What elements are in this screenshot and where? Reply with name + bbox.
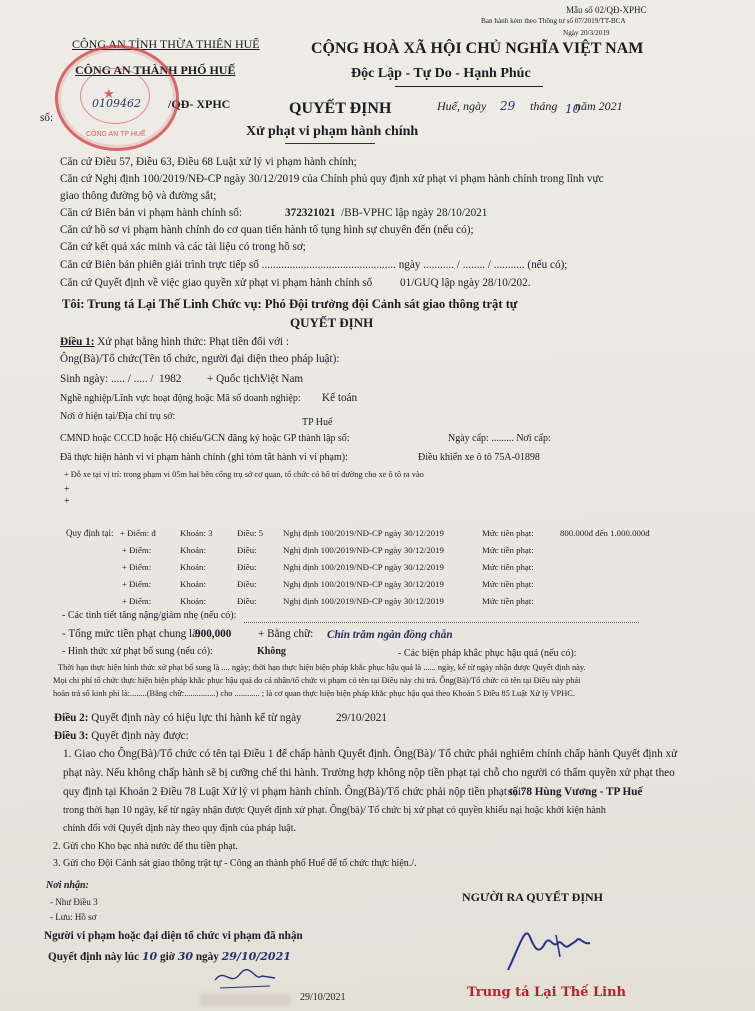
violation-label: Đã thực hiện hành vi vi phạm hành chính (ghi tóm tắt hành vi vi phạm): [60,452,348,463]
received-line: Quyết định này lúc [48,951,140,963]
basis-line5: Căn cứ kết quả xác minh và các tài liệu có trong hồ sơ; [60,241,306,253]
reg-khoan: Khoản: [180,579,206,589]
date-month-label: tháng [530,99,558,113]
id-label: CMND hoặc CCCD hoặc Hộ chiếu/GCN đăng ký hoặc GP thành lập số: [60,433,350,444]
reg-khoan: Khoản: [180,562,206,572]
issuer-label: NGƯỜI RA QUYẾT ĐỊNH [462,890,604,904]
reg-diem: + Điểm: đ [120,528,156,538]
reg-khoan: Khoản: [180,596,206,606]
received-minute: 30 [177,950,194,963]
reg-dieu: Điều: [237,562,257,572]
reg-fine-label: Mức tiền phạt: [482,545,534,555]
date-day: 29 [500,99,516,113]
date-month: 10 [565,102,581,116]
recipients-label: Nơi nhận: [46,880,89,891]
reg-dieu: Điều: 5 [237,528,264,538]
additional-value: Không [257,646,286,657]
penalty-note2: Mọi chi phí tổ chức thực hiện biện pháp khắc phục hậu quả do cá nhân/tổ chức vi phạm có tên tại Điều này chi trả. Ông(Bà)/Tổ chức có tên tại Điều này phải [53,676,581,685]
fine-words-label: + Bằng chữ: [258,628,314,640]
recipient-1: - Như Điều 3 [50,897,98,907]
bottom-date: 29/10/2021 [300,992,346,1003]
reg-fine-label: Mức tiền phạt: [482,579,534,589]
doc-number-label: số: [40,112,54,124]
received-hour-label: giờ [160,951,175,963]
basis-line3-label: Căn cứ Biên bản vi phạm hành chính số: [60,207,242,219]
agency-stamp-image: ★ CÔNG AN TP HUẾ [55,45,179,151]
total-fine-value: 900,000 [195,628,232,640]
reg-decree: Nghị định 100/2019/NĐ-CP ngày 30/12/2019 [283,579,444,589]
document-title: QUYẾT ĐỊNH [289,100,392,117]
article3-text: Quyết định này được: [88,730,189,742]
republic-motto: Độc Lập - Tự Do - Hạnh Phúc [351,66,531,81]
basis-line3-rest: /BB-VPHC lập ngày 28/10/2021 [341,207,488,219]
violator-signature-image [210,962,280,992]
violation-summary: Điều khiển xe ô tô 75A-01898 [418,452,540,463]
received-day-label: ngày [195,951,219,963]
article3-p6: 2. Gửi cho Kho bạc nhà nước để thu tiền phạt. [53,841,238,852]
article3-p3: quy định tại Khoản 2 Điều 78 Luật Xử lý vi phạm hành chính. Ông(Bà)/Tổ chức phải nộp tiền phạt tại: [63,786,525,798]
article1-heading: Điều 1: [60,336,95,348]
issuer-signature-image [500,915,610,985]
basis-line1: Căn cứ Điều 57, Điều 63, Điều 68 Luật xử lý vi phạm hành chính; [60,156,357,168]
additional-label: - Hình thức xử phạt bổ sung (nếu có): [62,646,213,657]
reg-diem: + Điểm: [122,562,152,572]
penalty-note1: Thời hạn thực hiện hình thức xử phạt bổ sung là .... ngày; thời hạn thực hiện biện pháp khắc phục hậu quả là ...... ngày, kể từ ngày nhận được Quyết định này. [58,663,586,672]
effective-date: 29/10/2021 [336,712,387,724]
reg-khoan: Khoản: [180,545,206,555]
reg-dieu: Điều: [237,596,257,606]
remedy-label: - Các biện pháp khắc phục hậu quả (nếu có): [398,648,577,659]
article1-heading-rest: Xử phạt bằng hình thức: Phạt tiền đối với : [94,336,290,348]
nationality-value: Việt Nam [260,373,304,385]
occupation-label: Nghề nghiệp/Lĩnh vực hoạt động hoặc Mã số doanh nghiệp: [60,393,301,404]
circumstances-label: - Các tình tiết tăng nặng/giảm nhẹ (nếu có): [62,610,237,621]
article3-p1: 1. Giao cho Ông(Bà)/Tổ chức có tên tại Điều 1 để chấp hành Quyết định. Ông(Bà)/ Tổ chức phải nghiêm chỉnh chấp hành Quyết định xử [63,748,678,760]
form-issued-date: Ngày 20/3/2019 [563,29,610,37]
payment-place: số 78 Hùng Vương - TP Huế [508,786,643,798]
reg-dieu: Điều: [237,545,257,555]
dob-label: Sinh ngày: ..... / ..... / [60,373,154,385]
basis-line2a: Căn cứ Nghị định 100/2019/NĐ-CP ngày 30/12/2019 của Chính phủ quy định xử phạt vi phạm hành chính trong lĩnh vực [60,173,604,185]
reg-diem: + Điểm: [122,596,152,606]
basis-line2b: giao thông đường bộ và đường sắt; [60,190,217,202]
reg-diem: + Điểm: [122,579,152,589]
basis-line4: Căn cứ hồ sơ vi phạm hành chính do cơ quan tiến hành tố tụng hình sự chuyển đến (nếu có); [60,224,474,236]
basis-report-number: 372321021 [285,207,336,219]
basis-line6: Căn cứ Biên bản phiên giải trình trực tiếp số ................................................ ngày ........... / ........ / ........... (nếu có); [60,259,568,271]
reg-diem: + Điểm: [122,545,152,555]
star-icon: ★ [103,86,115,101]
reg-decree: Nghị định 100/2019/NĐ-CP ngày 30/12/2019 [283,596,444,606]
address-value: TP Huế [302,417,333,428]
subject-line: Ông(Bà)/Tổ chức(Tên tổ chức, người đại diện theo pháp luật): [60,353,340,365]
penalty-note3: hoàn trả số kinh phí là:........(Bằng chữ:...............) cho ............ ; là cơ quan thực hiện biện pháp khắc phục hậu quả theo Khoản 5 Điều 85 Luật Xử lý VPHC. [53,689,575,698]
fine-words-value: Chín trăm ngàn đồng chẵn [327,629,453,641]
received-hour: 10 [141,950,158,963]
article3-heading: Điều 3: [54,730,89,742]
form-issued-with: Ban hành kèm theo Thông tư số 07/2019/TT-BCA [481,17,626,25]
occupation-value: Kế toán [322,392,358,404]
reg-fine-label: Mức tiền phạt: [482,562,534,572]
blank-plus-2: + [64,496,70,507]
officer-signature-name: Trung tá Lại Thế Linh [467,985,626,1000]
place-date-prefix: Huế, ngày [437,99,487,113]
received-label: Người vi phạm hoặc đại diện tổ chức vi phạm đã nhận [44,930,303,942]
violation-detail: + Đỗ xe tại vị trí: trong phạm vi 05m hai bên cổng trụ sở cơ quan, tổ chức có bố trí đường cho xe ô tô ra vào [64,470,424,479]
basis-line7-value: 01/GUQ lập ngày 28/10/202. [400,277,531,289]
article2-text: Quyết định này có hiệu lực thi hành kể từ ngày [88,712,302,724]
article3-p5: chính đối với Quyết định này theo quy định của pháp luật. [63,823,297,834]
total-fine-label: - Tổng mức tiền phạt chung là: [62,628,201,640]
blank-plus-1: + [64,484,70,495]
agency-line1: CÔNG AN TỈNH THỪA THIÊN HUẾ [72,37,260,51]
article3-p2: phạt này. Nếu không chấp hành sẽ bị cưỡng chế thi hành. Trường hợp không nộp tiền phạt tại chỗ cho người có thẩm quyền xử phạt theo [63,767,675,779]
officer-line: Tôi: Trung tá Lại Thế Linh Chức vụ: Phó Đội trưởng đội Cảnh sát giao thông trật tự [62,297,518,311]
blurred-area [200,994,290,1006]
nationality-label: + Quốc tịch: [207,373,264,385]
regulations-prefix: Quy định tại: [66,528,114,538]
dob-year: 1982 [159,373,182,385]
doc-number: 0109462 [92,97,141,110]
decision-heading: QUYẾT ĐỊNH [290,315,374,330]
received-date: 29/10/2021 [221,950,291,963]
date-year: năm 2021 [575,99,623,113]
article2-heading: Điều 2: [54,712,89,724]
article3-p4: trong thời hạn 10 ngày, kể từ ngày nhận được Quyết định xử phạt. Ông(bà)/ Tổ chức bị xử phạt có quyền khiếu nại hoặc khởi kiện hành [63,805,606,816]
reg-decree: Nghị định 100/2019/NĐ-CP ngày 30/12/2019 [283,562,444,572]
basis-line7-label: Căn cứ Quyết định về việc giao quyền xử phạt vi phạm hành chính số [60,277,373,289]
address-label: Nơi ở hiện tại/Địa chỉ trụ sở: [60,411,176,422]
reg-dieu: Điều: [237,579,257,589]
republic-name: CỘNG HOÀ XÃ HỘI CHỦ NGHĨA VIỆT NAM [311,40,644,57]
form-code: Mẫu số 02/QĐ-XPHC [566,5,647,15]
id-date-label: Ngày cấp: ......... Nơi cấp: [448,433,551,444]
agency-line2: CÔNG AN THÀNH PHỐ HUẾ [75,63,236,77]
reg-khoan: Khoản: 3 [180,528,213,538]
reg-decree: Nghị định 100/2019/NĐ-CP ngày 30/12/2019 [283,528,444,538]
document-subtitle: Xử phạt vi phạm hành chính [246,124,419,139]
reg-decree: Nghị định 100/2019/NĐ-CP ngày 30/12/2019 [283,545,444,555]
reg-fine-value: 800.000đ đến 1.000.000đ [560,528,650,538]
doc-number-suffix: /QĐ- XPHC [168,97,231,111]
article3-p7: 3. Gửi cho Đội Cảnh sát giao thông trật tự - Công an thành phố Huế để tổ chức thực hiện./. [53,858,417,869]
reg-fine-label: Mức tiền phạt: [482,528,534,538]
recipient-2: - Lưu: Hồ sơ [50,912,97,922]
reg-fine-label: Mức tiền phạt: [482,596,534,606]
